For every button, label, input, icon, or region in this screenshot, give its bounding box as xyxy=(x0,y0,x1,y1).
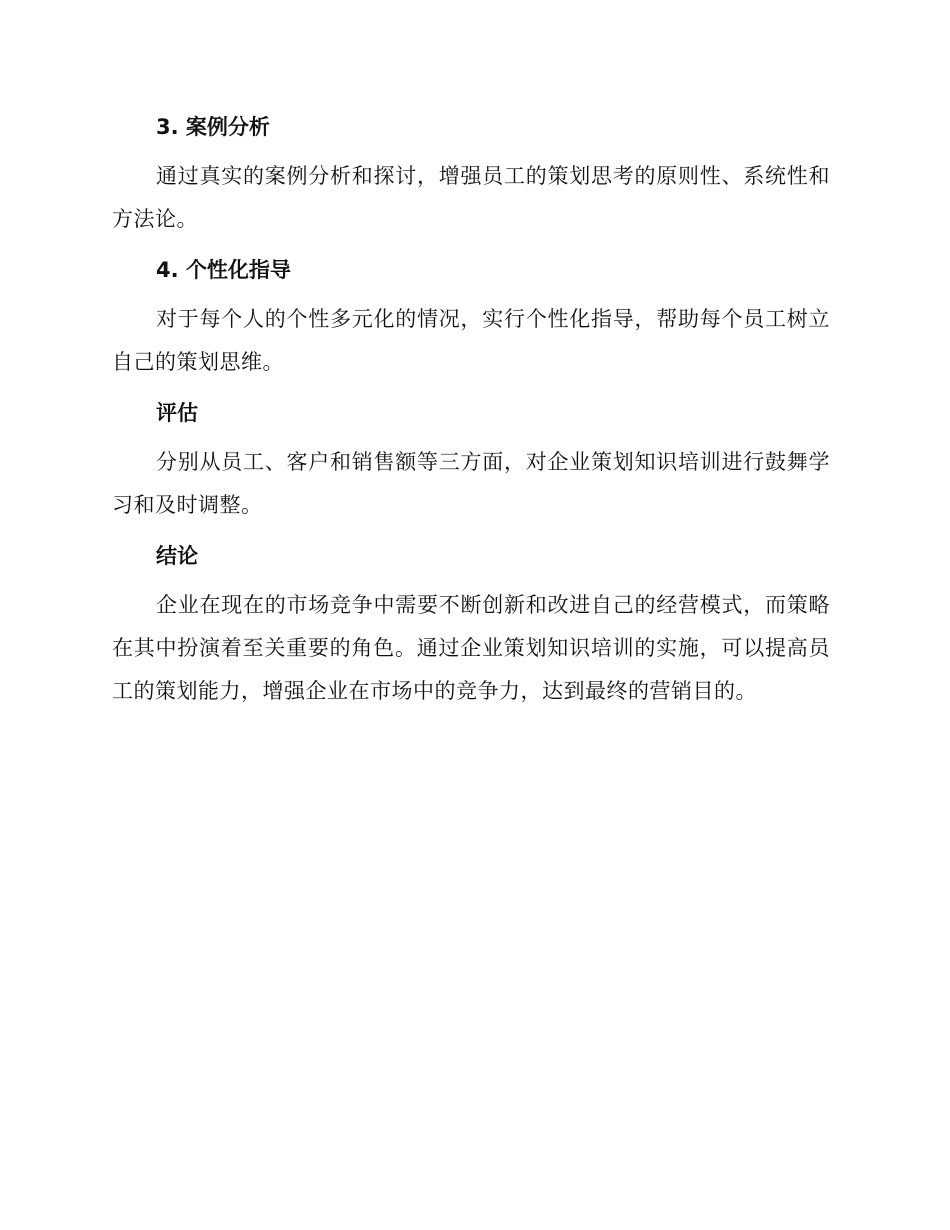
section-body-conclusion: 企业在现在的市场竞争中需要不断创新和改进自己的经营模式，而策略在其中扮演着至关重要的角色。通过企业策划知识培训的实施，可以提高员工的策划能力，增强企业在市场中的竞争力，达到最终的营销目的。 xyxy=(112,593,830,703)
section-body-case-analysis: 通过真实的案例分析和探讨，增强员工的策划思考的原则性、系统性和方法论。 xyxy=(112,164,830,231)
section-heading-case-analysis: 3. 案例分析 xyxy=(156,115,270,139)
section-body-evaluation: 分别从员工、客户和销售额等三方面，对企业策划知识培训进行鼓舞学习和及时调整。 xyxy=(112,450,830,517)
document-content xyxy=(112,112,830,713)
section-heading-conclusion: 结论 xyxy=(156,544,198,568)
section-body-personalized-guidance: 对于每个人的个性多元化的情况，实行个性化指导，帮助每个员工树立自己的策划思维。 xyxy=(112,307,830,374)
section-heading-personalized-guidance: 4. 个性化指导 xyxy=(156,258,291,282)
section-heading-evaluation: 评估 xyxy=(156,401,198,425)
